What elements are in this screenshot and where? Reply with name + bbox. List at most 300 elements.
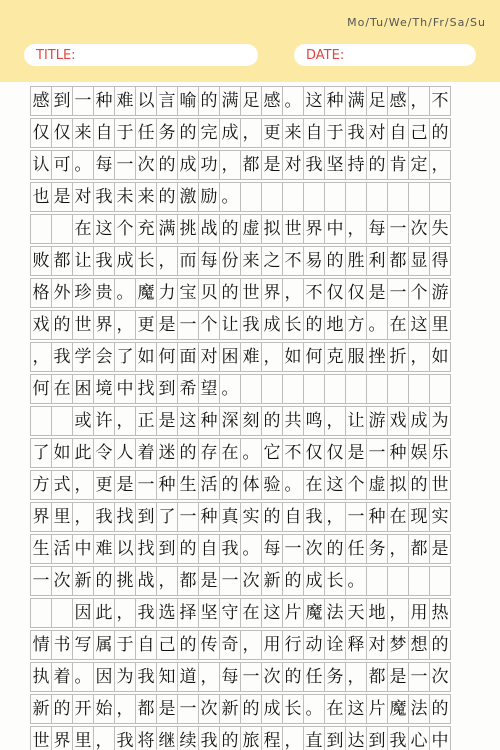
grid-cell: 为 — [114, 662, 136, 692]
grid-cell: ， — [261, 342, 283, 372]
grid-cell: 守 — [219, 598, 241, 628]
grid-cell: 任 — [303, 662, 325, 692]
grid-cell: 它 — [261, 438, 283, 468]
grid-cell: 始 — [93, 694, 115, 724]
grid-cell: 继 — [156, 726, 178, 750]
grid-cell: 我 — [303, 502, 325, 532]
grid-row — [30, 86, 470, 116]
grid-cell: 来 — [282, 118, 304, 148]
grid-cell: 我 — [240, 310, 262, 340]
grid-cell: 一 — [240, 662, 262, 692]
grid-cell: 之 — [261, 246, 283, 276]
grid-cell: 满 — [156, 214, 178, 244]
grid-cell: 肯 — [387, 150, 409, 180]
grid-cell: ， — [30, 342, 52, 372]
grid-cell: 执 — [30, 662, 52, 692]
grid-cell: 种 — [198, 406, 220, 436]
grid-cell: 在 — [240, 598, 262, 628]
grid-cell — [387, 182, 409, 212]
grid-cell: 仅 — [324, 278, 346, 308]
grid-cell: 不 — [282, 246, 304, 276]
grid-cell: 。 — [72, 662, 94, 692]
grid-row — [30, 726, 470, 750]
grid-cell: 任 — [345, 534, 367, 564]
grid-cell: 一 — [345, 502, 367, 532]
grid-cell: 在 — [219, 438, 241, 468]
grid-cell: 挫 — [366, 342, 388, 372]
date-label: DATE: — [306, 47, 345, 63]
grid-cell: 此 — [72, 438, 94, 468]
grid-cell: 片 — [282, 598, 304, 628]
grid-cell: 为 — [429, 406, 451, 436]
grid-cell: 种 — [387, 438, 409, 468]
grid-cell: 外 — [51, 278, 73, 308]
grid-cell: 的 — [177, 438, 199, 468]
grid-cell: ， — [93, 726, 115, 750]
grid-cell: 的 — [51, 694, 73, 724]
grid-cell: 挑 — [114, 566, 136, 596]
grid-cell: 道 — [177, 662, 199, 692]
grid-cell: 。 — [345, 566, 367, 596]
grid-cell: 让 — [345, 406, 367, 436]
grid-cell — [366, 566, 388, 596]
grid-cell: 程 — [261, 726, 283, 750]
grid-cell: 败 — [30, 246, 52, 276]
grid-cell: 界 — [261, 278, 283, 308]
grid-cell: 魔 — [303, 598, 325, 628]
grid-cell: 法 — [408, 694, 430, 724]
grid-cell — [429, 374, 451, 404]
grid-cell — [303, 182, 325, 212]
grid-cell: 认 — [30, 150, 52, 180]
grid-cell: 游 — [429, 278, 451, 308]
grid-cell: ， — [408, 86, 430, 116]
grid-cell: 仅 — [303, 438, 325, 468]
grid-cell: 是 — [114, 470, 136, 500]
grid-cell: 难 — [240, 342, 262, 372]
grid-cell: ， — [345, 662, 367, 692]
grid-cell: 种 — [93, 86, 115, 116]
grid-cell: 到 — [51, 86, 73, 116]
grid-cell: 不 — [303, 278, 325, 308]
grid-cell: 每 — [366, 214, 388, 244]
grid-cell: 迷 — [156, 438, 178, 468]
grid-cell — [261, 182, 283, 212]
grid-cell: 知 — [156, 662, 178, 692]
grid-cell: 到 — [156, 374, 178, 404]
character-grid — [0, 82, 500, 750]
grid-cell: ， — [156, 246, 178, 276]
grid-cell: 次 — [408, 214, 430, 244]
grid-cell: 在 — [72, 214, 94, 244]
grid-cell: 用 — [261, 630, 283, 660]
grid-cell: 务 — [156, 118, 178, 148]
grid-cell: 虚 — [240, 214, 262, 244]
grid-cell: 定 — [408, 150, 430, 180]
grid-cell: 感 — [387, 86, 409, 116]
grid-cell: 达 — [345, 726, 367, 750]
grid-cell: 的 — [408, 470, 430, 500]
grid-cell: 的 — [219, 726, 241, 750]
grid-cell: 希 — [177, 374, 199, 404]
grid-cell: 我 — [345, 118, 367, 148]
grid-cell: 这 — [303, 86, 325, 116]
grid-cell: ， — [282, 726, 304, 750]
grid-cell: 我 — [219, 534, 241, 564]
grid-cell: 都 — [177, 566, 199, 596]
grid-cell: 种 — [198, 502, 220, 532]
grid-cell: 成 — [114, 246, 136, 276]
grid-cell: 的 — [198, 86, 220, 116]
grid-cell: 战 — [135, 566, 157, 596]
grid-cell: 了 — [156, 502, 178, 532]
grid-cell: 一 — [177, 502, 199, 532]
grid-cell: 力 — [156, 278, 178, 308]
grid-cell: 到 — [324, 726, 346, 750]
grid-cell: 着 — [51, 662, 73, 692]
grid-cell: 自 — [198, 534, 220, 564]
grid-cell: 如 — [135, 342, 157, 372]
grid-cell: 成 — [261, 694, 283, 724]
grid-cell: 了 — [114, 342, 136, 372]
grid-cell: 将 — [135, 726, 157, 750]
grid-cell: 长 — [135, 246, 157, 276]
grid-cell: 次 — [135, 150, 157, 180]
grid-cell: 找 — [114, 502, 136, 532]
grid-cell: 。 — [72, 150, 94, 180]
grid-cell: 一 — [219, 566, 241, 596]
grid-cell: 世 — [72, 310, 94, 340]
grid-cell: 激 — [177, 182, 199, 212]
grid-cell: 种 — [366, 502, 388, 532]
grid-cell: 验 — [261, 470, 283, 500]
grid-cell: 是 — [261, 150, 283, 180]
grid-cell: 的 — [219, 214, 241, 244]
grid-cell: 务 — [324, 662, 346, 692]
grid-cell: 一 — [114, 150, 136, 180]
grid-cell — [345, 182, 367, 212]
grid-row — [30, 182, 470, 212]
grid-cell: 心 — [408, 726, 430, 750]
grid-cell: 深 — [219, 406, 241, 436]
grid-cell: 战 — [198, 214, 220, 244]
grid-cell: 的 — [156, 182, 178, 212]
grid-cell: 未 — [114, 182, 136, 212]
grid-cell: ， — [219, 150, 241, 180]
grid-cell: 到 — [366, 726, 388, 750]
grid-cell: 仅 — [324, 438, 346, 468]
grid-cell — [30, 598, 52, 628]
grid-cell — [261, 374, 283, 404]
grid-cell — [240, 374, 262, 404]
grid-cell: 实 — [429, 502, 451, 532]
grid-cell: 或 — [72, 406, 94, 436]
grid-cell: 都 — [51, 246, 73, 276]
grid-cell: 贵 — [93, 278, 115, 308]
grid-cell: 一 — [387, 214, 409, 244]
grid-cell: 书 — [51, 630, 73, 660]
grid-cell — [324, 182, 346, 212]
grid-cell: 成 — [408, 406, 430, 436]
grid-cell: ， — [387, 598, 409, 628]
grid-cell: 世 — [30, 726, 52, 750]
grid-cell: 的 — [177, 630, 199, 660]
grid-cell: 宝 — [177, 278, 199, 308]
grid-cell: 个 — [114, 214, 136, 244]
grid-cell: 的 — [261, 406, 283, 436]
grid-cell: 于 — [324, 118, 346, 148]
grid-row — [30, 246, 470, 276]
grid-cell: 的 — [219, 470, 241, 500]
grid-cell: 喻 — [177, 86, 199, 116]
grid-cell: 因 — [93, 662, 115, 692]
grid-cell: 对 — [366, 118, 388, 148]
grid-cell: 都 — [387, 246, 409, 276]
grid-cell: 旅 — [240, 726, 262, 750]
grid-cell: 充 — [135, 214, 157, 244]
grid-cell: 格 — [30, 278, 52, 308]
grid-cell: 对 — [366, 630, 388, 660]
grid-cell: 学 — [72, 342, 94, 372]
grid-cell: 生 — [30, 534, 52, 564]
grid-cell: 方 — [345, 310, 367, 340]
grid-cell: 热 — [429, 598, 451, 628]
grid-cell: 界 — [30, 502, 52, 532]
grid-cell: 直 — [303, 726, 325, 750]
grid-cell: ， — [114, 694, 136, 724]
grid-cell: 每 — [219, 662, 241, 692]
grid-cell: 是 — [345, 438, 367, 468]
grid-cell: 的 — [429, 630, 451, 660]
grid-row — [30, 438, 470, 468]
grid-cell: 游 — [366, 406, 388, 436]
grid-cell: 因 — [72, 598, 94, 628]
grid-cell: 易 — [303, 246, 325, 276]
grid-cell: 的 — [366, 150, 388, 180]
grid-cell — [429, 182, 451, 212]
grid-cell: 的 — [282, 566, 304, 596]
grid-cell: 诠 — [324, 630, 346, 660]
grid-cell: 这 — [408, 310, 430, 340]
grid-cell: 新 — [219, 694, 241, 724]
grid-cell: 自 — [282, 502, 304, 532]
grid-cell: ， — [240, 630, 262, 660]
grid-cell: 长 — [282, 694, 304, 724]
grid-cell: 刻 — [240, 406, 262, 436]
grid-cell: 的 — [177, 118, 199, 148]
grid-cell: 动 — [303, 630, 325, 660]
grid-cell: 长 — [324, 566, 346, 596]
grid-cell: 我 — [135, 598, 157, 628]
grid-cell: 长 — [282, 310, 304, 340]
grid-cell: 真 — [219, 502, 241, 532]
grid-cell: 这 — [261, 598, 283, 628]
grid-cell: 个 — [198, 310, 220, 340]
grid-cell: 情 — [30, 630, 52, 660]
grid-cell: 自 — [93, 118, 115, 148]
grid-cell: 是 — [429, 534, 451, 564]
grid-cell: 成 — [303, 566, 325, 596]
grid-cell: 满 — [219, 86, 241, 116]
grid-cell: 开 — [72, 694, 94, 724]
grid-cell: 新 — [72, 566, 94, 596]
grid-cell: 对 — [198, 342, 220, 372]
grid-cell: 我 — [93, 502, 115, 532]
grid-cell: 一 — [387, 278, 409, 308]
grid-cell: 每 — [93, 150, 115, 180]
grid-cell: 感 — [261, 86, 283, 116]
grid-cell: 着 — [135, 438, 157, 468]
grid-cell: 自 — [135, 630, 157, 660]
grid-cell: 释 — [345, 630, 367, 660]
grid-cell: 一 — [135, 470, 157, 500]
grid-cell: 是 — [387, 662, 409, 692]
grid-row — [30, 470, 470, 500]
grid-cell: 活 — [51, 534, 73, 564]
grid-cell: 感 — [30, 86, 52, 116]
grid-cell: 任 — [135, 118, 157, 148]
grid-cell: 共 — [282, 406, 304, 436]
grid-row — [30, 566, 470, 596]
grid-cell: 我 — [51, 342, 73, 372]
grid-cell: 里 — [72, 726, 94, 750]
grid-cell — [51, 406, 73, 436]
grid-cell: ， — [72, 470, 94, 500]
grid-cell: 成 — [177, 150, 199, 180]
grid-cell — [51, 598, 73, 628]
grid-cell: 更 — [135, 310, 157, 340]
grid-cell: 面 — [177, 342, 199, 372]
grid-cell: 服 — [345, 342, 367, 372]
grid-cell: 次 — [51, 566, 73, 596]
grid-cell: 次 — [240, 566, 262, 596]
grid-cell: 用 — [408, 598, 430, 628]
grid-cell — [282, 374, 304, 404]
grid-cell: 次 — [429, 662, 451, 692]
grid-cell: 可 — [51, 150, 73, 180]
grid-cell: 中 — [429, 726, 451, 750]
grid-cell: 的 — [261, 502, 283, 532]
grid-cell: 体 — [240, 470, 262, 500]
grid-cell: 在 — [324, 694, 346, 724]
grid-cell: 每 — [198, 246, 220, 276]
grid-cell — [387, 566, 409, 596]
grid-cell: 是 — [51, 182, 73, 212]
grid-cell: ， — [345, 214, 367, 244]
title-label: TITLE: — [36, 47, 76, 63]
grid-cell: 显 — [408, 246, 430, 276]
date-field[interactable] — [294, 44, 476, 66]
grid-cell: 实 — [240, 502, 262, 532]
grid-cell: 世 — [429, 470, 451, 500]
grid-row — [30, 694, 470, 724]
grid-cell: 让 — [72, 246, 94, 276]
grid-cell: 界 — [303, 214, 325, 244]
weekday-selector[interactable]: Mo/Tu/We/Th/Fr/Sa/Su — [347, 16, 486, 29]
grid-cell: 梦 — [387, 630, 409, 660]
grid-cell: 以 — [135, 86, 157, 116]
grid-cell: 会 — [93, 342, 115, 372]
grid-cell: 让 — [219, 310, 241, 340]
grid-cell: 的 — [429, 118, 451, 148]
grid-cell: 现 — [408, 502, 430, 532]
grid-cell: ， — [408, 342, 430, 372]
grid-cell: ， — [324, 502, 346, 532]
grid-cell: 的 — [219, 278, 241, 308]
grid-cell: 一 — [408, 662, 430, 692]
grid-cell: 来 — [135, 182, 157, 212]
grid-cell: ， — [72, 502, 94, 532]
grid-cell: 。 — [240, 534, 262, 564]
grid-cell: 满 — [345, 86, 367, 116]
grid-row — [30, 118, 470, 148]
grid-cell: 自 — [303, 118, 325, 148]
title-field[interactable] — [24, 44, 258, 66]
grid-cell — [51, 214, 73, 244]
grid-cell: 不 — [282, 438, 304, 468]
grid-cell: 。 — [114, 278, 136, 308]
grid-cell: 而 — [177, 246, 199, 276]
grid-row — [30, 150, 470, 180]
grid-cell: 。 — [282, 470, 304, 500]
grid-cell: 克 — [324, 342, 346, 372]
grid-cell: 更 — [261, 118, 283, 148]
grid-cell: 都 — [408, 534, 430, 564]
grid-cell: 我 — [198, 726, 220, 750]
grid-cell — [387, 374, 409, 404]
grid-cell: ， — [114, 406, 136, 436]
grid-cell: 种 — [156, 470, 178, 500]
grid-cell: 这 — [345, 694, 367, 724]
grid-cell: ， — [114, 310, 136, 340]
grid-cell: 务 — [366, 534, 388, 564]
grid-cell: 言 — [156, 86, 178, 116]
grid-cell: 择 — [177, 598, 199, 628]
grid-cell: 失 — [429, 214, 451, 244]
grid-cell: 拟 — [387, 470, 409, 500]
grid-cell: 界 — [51, 726, 73, 750]
grid-cell: 困 — [219, 342, 241, 372]
grid-cell: 功 — [198, 150, 220, 180]
grid-cell: 一 — [30, 566, 52, 596]
grid-cell: 中 — [114, 374, 136, 404]
grid-cell: 足 — [366, 86, 388, 116]
grid-cell: 地 — [324, 310, 346, 340]
grid-cell: 不 — [429, 86, 451, 116]
grid-cell: 我 — [135, 662, 157, 692]
grid-cell: 的 — [93, 566, 115, 596]
grid-cell: 我 — [93, 246, 115, 276]
grid-cell: 娱 — [408, 438, 430, 468]
grid-cell: 选 — [156, 598, 178, 628]
grid-row — [30, 630, 470, 660]
grid-cell: 在 — [387, 502, 409, 532]
grid-cell: 活 — [198, 470, 220, 500]
grid-cell: 种 — [324, 86, 346, 116]
grid-cell: 次 — [198, 694, 220, 724]
grid-cell: 仅 — [345, 278, 367, 308]
grid-cell: 胜 — [345, 246, 367, 276]
grid-cell: 写 — [72, 630, 94, 660]
grid-row — [30, 214, 470, 244]
grid-cell: 我 — [303, 150, 325, 180]
grid-cell — [30, 406, 52, 436]
grid-cell — [30, 214, 52, 244]
grid-cell: 里 — [429, 310, 451, 340]
grid-cell: 的 — [177, 534, 199, 564]
grid-cell: 天 — [345, 598, 367, 628]
grid-row — [30, 406, 470, 436]
